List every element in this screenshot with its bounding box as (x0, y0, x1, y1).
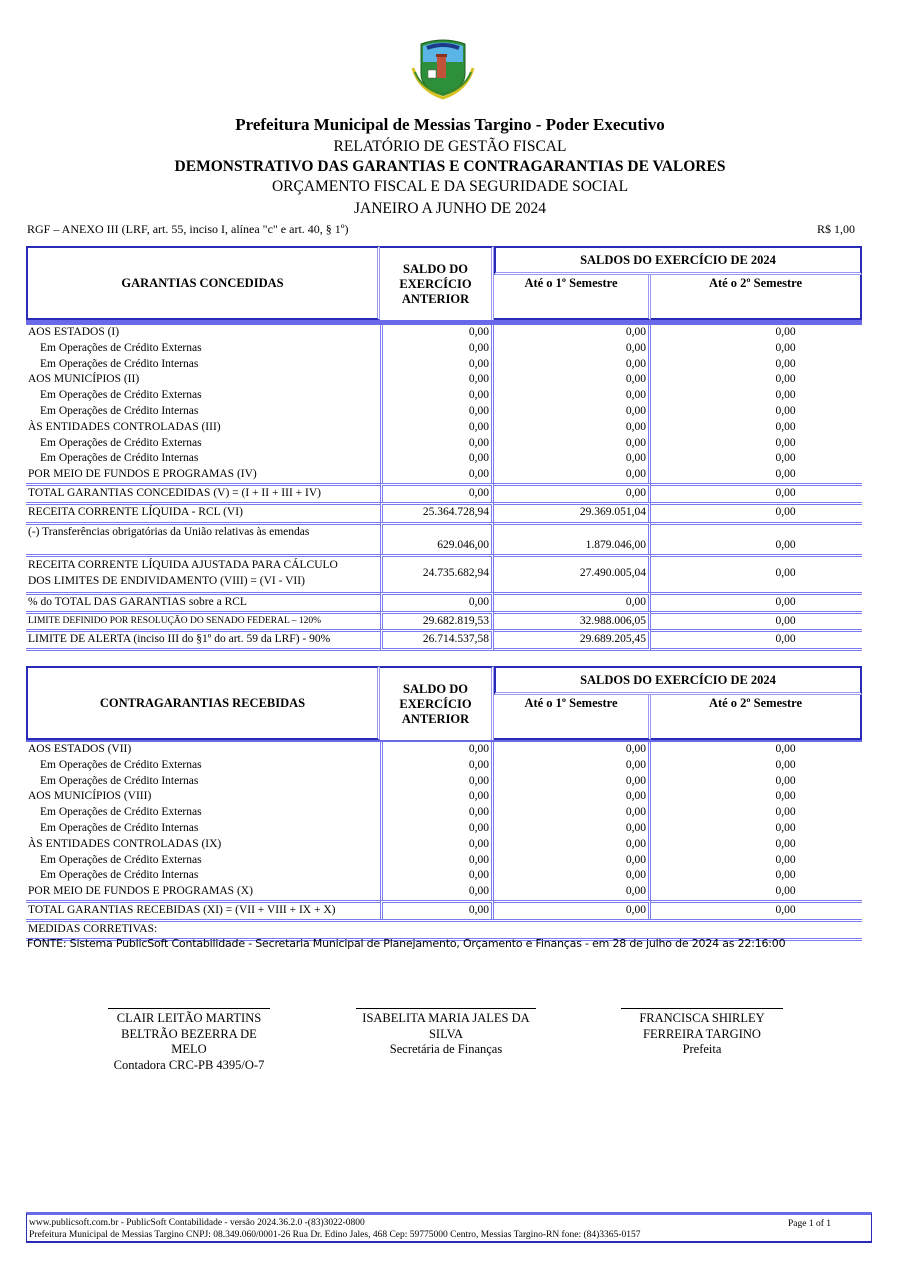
row-previous: 0,00 (380, 420, 494, 436)
table-row (26, 436, 862, 452)
header-year-balances: SALDOS DO EXERCÍCIO DE 2024 (494, 666, 862, 695)
row-label: Em Operações de Crédito Internas (40, 774, 199, 787)
table-row (26, 758, 862, 774)
row-sem1: 0,00 (494, 789, 651, 805)
signature-name-l1: CLAIR LEITÃO MARTINS (116, 1011, 262, 1025)
coat-of-arms-logo-icon (409, 38, 477, 100)
pct-label: % do TOTAL DAS GARANTIAS sobre a RCL (26, 592, 380, 611)
signature-name-l2: SILVA (428, 1026, 464, 1041)
row-label: Em Operações de Crédito Internas (40, 452, 199, 465)
row-previous: 0,00 (380, 853, 494, 869)
row-sem1: 0,00 (494, 451, 651, 467)
row-sem1: 0,00 (494, 774, 651, 790)
footer-software-info: www.publicsoft.com.br - PublicSoft Contabilidade - versão 2024.36.2.0 -(83)3022-0800 (29, 1218, 365, 1228)
table-row (26, 451, 862, 467)
row-sem2: 0,00 (775, 389, 796, 402)
row-label: ÀS ENTIDADES CONTROLADAS (III) (28, 420, 221, 433)
total-label: TOTAL GARANTIAS CONCEDIDAS (V) = (I + II + III + IV) (26, 483, 380, 502)
row-sem2: 0,00 (775, 853, 796, 866)
row-label: Em Operações de Crédito Externas (40, 436, 202, 449)
header-first-semester: Até o 1º Semestre (494, 275, 651, 320)
signature-role: Prefeita (682, 1042, 722, 1056)
signature-line (108, 1008, 270, 1009)
row-sem2: 0,00 (775, 758, 796, 771)
budget-scope: ORÇAMENTO FISCAL E DA SEGURIDADE SOCIAL (271, 178, 629, 195)
row-label: AOS MUNICÍPIOS (VIII) (28, 790, 152, 803)
page-number: Page 1 of 1 (787, 1219, 831, 1229)
adjusted-rcl-label (26, 554, 380, 592)
header-guarantees-granted: GARANTIAS CONCEDIDAS (26, 246, 380, 320)
row-sem2: 0,00 (775, 341, 796, 354)
signature-name-l3: MELO (171, 1042, 207, 1056)
signature-name-l2: BELTRÃO BEZERRA DE (121, 1026, 257, 1041)
row-sem1: 0,00 (494, 742, 651, 758)
pct-sem2: 0,00 (651, 592, 862, 611)
signature-name-l1: FRANCISCA SHIRLEY (639, 1011, 765, 1025)
row-sem1: 0,00 (494, 853, 651, 869)
row-previous: 0,00 (380, 436, 494, 452)
alert-limit-sem2: 0,00 (651, 629, 862, 651)
table-row (26, 388, 862, 404)
adjusted-rcl-sem1: 27.490.005,04 (494, 554, 651, 592)
header-second-semester: Até o 2º Semestre (651, 275, 862, 320)
table-row (26, 420, 862, 436)
total-previous: 0,00 (380, 483, 494, 502)
senate-limit-previous: 29.682.819,53 (380, 611, 494, 630)
adjusted-rcl-row (26, 554, 862, 592)
table-row (26, 821, 862, 837)
alert-limit-row (26, 629, 862, 651)
transfers-row (26, 522, 862, 554)
row-previous: 0,00 (380, 774, 494, 790)
row-label: AOS MUNICÍPIOS (II) (28, 373, 140, 386)
row-previous: 0,00 (380, 758, 494, 774)
table-row (26, 341, 862, 357)
row-previous: 0,00 (380, 821, 494, 837)
alert-limit-previous: 26.714.537,58 (380, 629, 494, 651)
row-label: Em Operações de Crédito Internas (40, 404, 199, 417)
total-row (26, 483, 862, 502)
row-label: Em Operações de Crédito Externas (40, 389, 202, 402)
total-label: TOTAL GARANTIAS RECEBIDAS (XI) = (VII + VIII + IX + X) (26, 900, 380, 919)
table-row (26, 357, 862, 373)
currency-unit: R$ 1,00 (816, 222, 855, 236)
header-previous-balance-l2: EXERCÍCIO (399, 276, 472, 291)
row-previous: 0,00 (380, 805, 494, 821)
header-year-balances: SALDOS DO EXERCÍCIO DE 2024 (494, 246, 862, 275)
total-previous: 0,00 (380, 900, 494, 919)
row-sem2: 0,00 (775, 743, 796, 755)
table-row (26, 325, 862, 341)
header-previous-balance-l3: ANTERIOR (401, 291, 470, 306)
page-footer (26, 1212, 872, 1243)
row-sem2: 0,00 (775, 357, 796, 370)
row-sem2: 0,00 (775, 436, 796, 449)
row-label: Em Operações de Crédito Internas (40, 869, 199, 882)
header-counter-guarantees: CONTRAGARANTIAS RECEBIDAS (26, 666, 380, 740)
municipality-title: Prefeitura Municipal de Messias Targino - Poder Executivo (235, 115, 665, 134)
row-sem2: 0,00 (775, 420, 796, 433)
row-sem1: 0,00 (494, 805, 651, 821)
senate-limit-sem1: 32.988.006,05 (494, 611, 651, 630)
table-row (26, 805, 862, 821)
total-sem2: 0,00 (651, 483, 862, 502)
row-previous: 0,00 (380, 341, 494, 357)
statement-title: DEMONSTRATIVO DAS GARANTIAS E CONTRAGARANTIAS DE VALORES (174, 158, 726, 175)
transfers-sem1: 1.879.046,00 (494, 522, 651, 554)
row-sem1: 0,00 (494, 420, 651, 436)
row-previous: 0,00 (380, 404, 494, 420)
table-row (26, 404, 862, 420)
row-label: ÀS ENTIDADES CONTROLADAS (IX) (28, 837, 222, 850)
table-row (26, 789, 862, 805)
adjusted-rcl-sem2: 0,00 (651, 554, 862, 592)
senate-limit-label: LIMITE DEFINIDO POR RESOLUÇÃO DO SENADO FEDERAL – 120% (26, 611, 380, 630)
row-sem1: 0,00 (494, 837, 651, 853)
row-label: Em Operações de Crédito Externas (40, 758, 202, 771)
header-second-semester: Até o 2º Semestre (651, 695, 862, 740)
row-previous: 0,00 (380, 742, 494, 758)
total-sem2: 0,00 (651, 900, 862, 919)
row-sem1: 0,00 (494, 758, 651, 774)
corrective-measures-label: MEDIDAS CORRETIVAS: (26, 919, 862, 941)
header-previous-balance-l2: EXERCÍCIO (399, 696, 472, 711)
row-sem2: 0,00 (775, 326, 796, 338)
signature-name-l1: ISABELITA MARIA JALES DA (362, 1011, 530, 1025)
footer-address: Prefeitura Municipal de Messias Targino CNPJ: 08.349.060/0001-26 Rua Dr. Edino Jales, 468 Cep: 59775000 Centro, Messias Targino-RN fone: (84)3365-0157 (29, 1230, 641, 1240)
row-sem1: 0,00 (494, 341, 651, 357)
row-sem2: 0,00 (775, 774, 796, 787)
rcl-row (26, 502, 862, 522)
table-row (26, 837, 862, 853)
counter-guarantees-table (26, 666, 862, 941)
row-label: POR MEIO DE FUNDOS E PROGRAMAS (X) (28, 885, 253, 898)
row-sem1: 0,00 (494, 325, 651, 341)
signature-line (356, 1008, 536, 1009)
row-previous: 0,00 (380, 884, 494, 900)
table-row (26, 884, 862, 900)
row-sem1: 0,00 (494, 388, 651, 404)
row-previous: 0,00 (380, 451, 494, 467)
header-previous-balance (380, 666, 494, 740)
table-row (26, 774, 862, 790)
row-previous: 0,00 (380, 325, 494, 341)
signature-name-l2: FERREIRA TARGINO (643, 1026, 761, 1041)
row-sem1: 0,00 (494, 467, 651, 483)
signature-accountant (100, 1008, 278, 1073)
source-note: FONTE: Sistema PublicSoft Contabilidade - Secretaria Municipal de Planejamento, Orçamento e Finanças - em 28 de julho de 2024 as 22:16:00 (27, 937, 786, 950)
row-sem1: 0,00 (494, 884, 651, 900)
row-sem2: 0,00 (775, 869, 796, 882)
row-previous: 0,00 (380, 789, 494, 805)
row-label: AOS ESTADOS (VII) (28, 743, 132, 755)
alert-limit-sem1: 29.689.205,45 (494, 629, 651, 651)
alert-limit-label: LIMITE DE ALERTA (inciso III do §1º do art. 59 da LRF) - 90% (26, 629, 380, 651)
row-sem1: 0,00 (494, 372, 651, 388)
row-sem1: 0,00 (494, 357, 651, 373)
table-row (26, 467, 862, 483)
row-previous: 0,00 (380, 357, 494, 373)
total-sem1: 0,00 (494, 483, 651, 502)
adjusted-rcl-label-l2: DOS LIMITES DE ENDIVIDAMENTO (VIII) = (VI - VII) (28, 575, 305, 588)
row-sem1: 0,00 (494, 404, 651, 420)
report-name: RELATÓRIO DE GESTÃO FISCAL (333, 138, 567, 155)
pct-sem1: 0,00 (494, 592, 651, 611)
pct-previous: 0,00 (380, 592, 494, 611)
transfers-label: (-) Transferências obrigatórias da União relativas às emendas (26, 522, 380, 554)
rcl-previous: 25.364.728,94 (380, 502, 494, 522)
signature-role: Contadora CRC-PB 4395/O-7 (113, 1057, 265, 1072)
row-label: Em Operações de Crédito Externas (40, 806, 202, 819)
header-previous-balance-l1: SALDO DO (403, 681, 468, 696)
adjusted-rcl-previous: 24.735.682,94 (380, 554, 494, 592)
row-sem2: 0,00 (775, 837, 796, 850)
transfers-sem2: 0,00 (651, 522, 862, 554)
row-label: Em Operações de Crédito Externas (40, 341, 202, 354)
row-sem1: 0,00 (494, 868, 651, 884)
row-previous: 0,00 (380, 388, 494, 404)
row-sem2: 0,00 (775, 452, 796, 465)
signature-mayor (612, 1008, 792, 1058)
row-label: Em Operações de Crédito Internas (40, 821, 199, 834)
header-first-semester: Até o 1º Semestre (494, 695, 651, 740)
table-row (26, 853, 862, 869)
annex-reference: RGF – ANEXO III (LRF, art. 55, inciso I, alínea "c" e art. 40, § 1º) (27, 222, 349, 236)
header-previous-balance-l1: SALDO DO (403, 261, 468, 276)
row-sem2: 0,00 (775, 373, 796, 386)
row-sem1: 0,00 (494, 436, 651, 452)
row-sem2: 0,00 (775, 821, 796, 834)
signature-role: Secretária de Finanças (389, 1042, 503, 1056)
row-previous: 0,00 (380, 837, 494, 853)
row-sem2: 0,00 (775, 790, 796, 803)
table-row (26, 868, 862, 884)
row-label: AOS ESTADOS (I) (28, 326, 120, 338)
row-sem2: 0,00 (775, 885, 796, 898)
row-sem1: 0,00 (494, 821, 651, 837)
row-sem2: 0,00 (775, 806, 796, 819)
rcl-label: RECEITA CORRENTE LÍQUIDA - RCL (VI) (26, 502, 380, 522)
total-row (26, 900, 862, 919)
row-sem2: 0,00 (775, 404, 796, 417)
report-period: JANEIRO A JUNHO DE 2024 (353, 200, 547, 217)
row-label: Em Operações de Crédito Externas (40, 853, 202, 866)
table-row (26, 742, 862, 758)
header-previous-balance (380, 246, 494, 320)
guarantees-granted-table (26, 246, 862, 651)
total-sem1: 0,00 (494, 900, 651, 919)
senate-limit-sem2: 0,00 (651, 611, 862, 630)
transfers-previous: 629.046,00 (380, 522, 494, 554)
table-row (26, 372, 862, 388)
signature-line (621, 1008, 783, 1009)
senate-limit-row (26, 611, 862, 630)
rcl-sem1: 29.369.051,04 (494, 502, 651, 522)
adjusted-rcl-label-l1: RECEITA CORRENTE LÍQUIDA AJUSTADA PARA CÁLCULO (28, 559, 338, 572)
signature-finance-secretary (348, 1008, 544, 1058)
row-previous: 0,00 (380, 372, 494, 388)
rcl-sem2: 0,00 (651, 502, 862, 522)
row-previous: 0,00 (380, 868, 494, 884)
pct-row (26, 592, 862, 611)
row-sem2: 0,00 (775, 468, 796, 481)
header-previous-balance-l3: ANTERIOR (401, 711, 470, 726)
row-previous: 0,00 (380, 467, 494, 483)
row-label: POR MEIO DE FUNDOS E PROGRAMAS (IV) (28, 468, 257, 481)
row-label: Em Operações de Crédito Internas (40, 357, 199, 370)
